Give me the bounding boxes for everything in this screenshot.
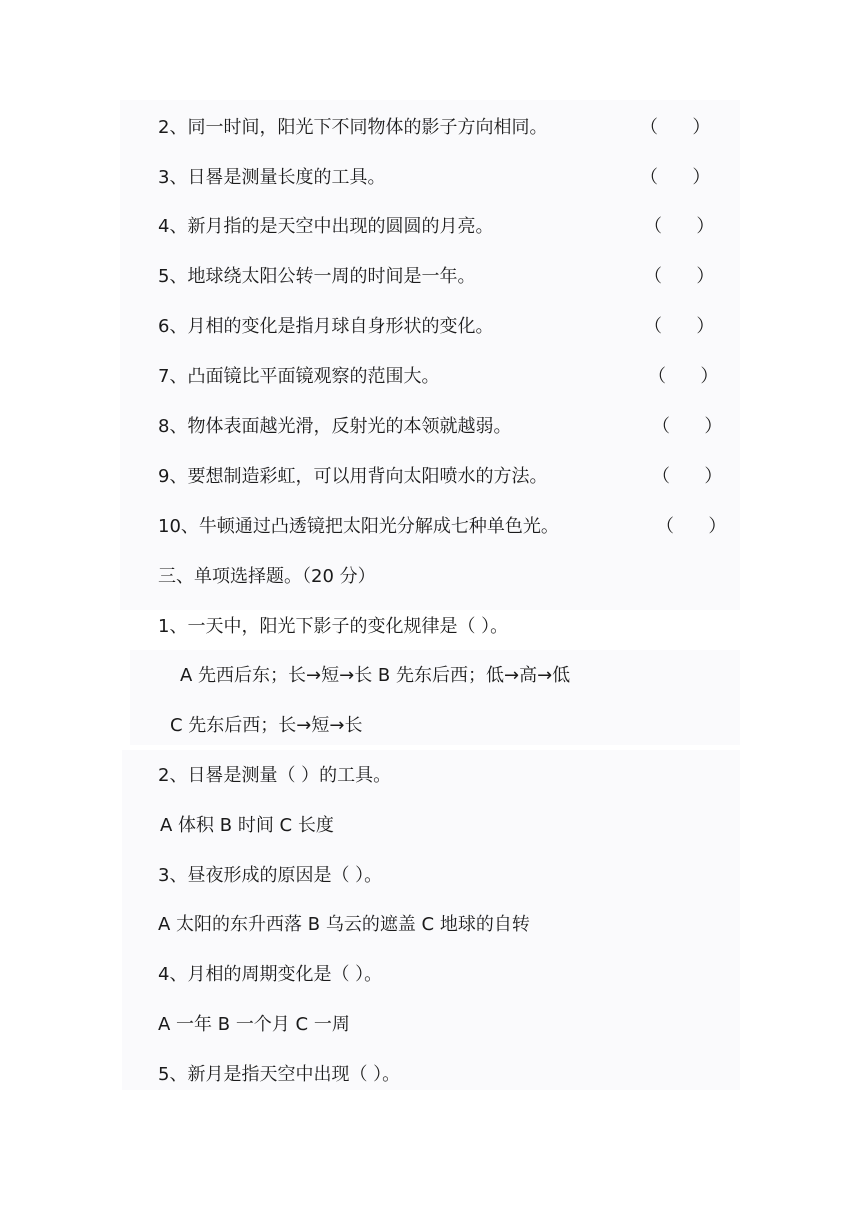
question-stem: 3、昼夜形成的原因是（ ）。 xyxy=(158,865,383,886)
answer-blank[interactable]: （ ） xyxy=(648,366,719,387)
question-stem: 2、日晷是测量（ ）的工具。 xyxy=(158,765,392,786)
question-stem: 4、月相的周期变化是（ ）。 xyxy=(158,964,383,985)
tf-statement: 2、同一时间，阳光下不同物体的影子方向相同。 xyxy=(158,117,548,138)
tf-statement: 5、地球绕太阳公转一周的时间是一年。 xyxy=(158,266,476,287)
question-stem: 5、新月是指天空中出现（ ）。 xyxy=(158,1064,401,1085)
answer-blank[interactable]: （ ） xyxy=(652,416,723,437)
options-line: A 体积 B 时间 C 长度 xyxy=(160,815,334,836)
tf-statement: 7、凸面镜比平面镜观察的范围大。 xyxy=(158,366,440,387)
options-line: A 太阳的东升西落 B 乌云的遮盖 C 地球的自转 xyxy=(158,914,530,935)
section-heading: 三、单项选择题。（20 分） xyxy=(158,566,376,587)
answer-blank[interactable]: （ ） xyxy=(656,516,727,537)
answer-blank[interactable]: （ ） xyxy=(644,266,715,287)
answer-blank[interactable]: （ ） xyxy=(644,216,715,237)
tf-statement: 6、月相的变化是指月球自身形状的变化。 xyxy=(158,316,494,337)
tf-statement: 9、要想制造彩虹，可以用背向太阳喷水的方法。 xyxy=(158,466,548,487)
options-line: C 先东后西；长→短→长 xyxy=(170,715,363,736)
tf-statement: 3、日晷是测量长度的工具。 xyxy=(158,167,386,188)
options-line: A 一年 B 一个月 C 一周 xyxy=(158,1014,350,1035)
tf-statement: 8、物体表面越光滑，反射光的本领就越弱。 xyxy=(158,416,512,437)
answer-blank[interactable]: （ ） xyxy=(640,117,711,138)
answer-blank[interactable]: （ ） xyxy=(644,316,715,337)
answer-blank[interactable]: （ ） xyxy=(640,167,711,188)
answer-blank[interactable]: （ ） xyxy=(652,466,723,487)
question-stem: 1、一天中，阳光下影子的变化规律是（ ）。 xyxy=(158,616,509,637)
options-line: A 先西后东；长→短→长 B 先东后西；低→高→低 xyxy=(180,665,571,686)
tf-statement: 10、牛顿通过凸透镜把太阳光分解成七种单色光。 xyxy=(158,516,559,537)
tf-statement: 4、新月指的是天空中出现的圆圆的月亮。 xyxy=(158,216,494,237)
